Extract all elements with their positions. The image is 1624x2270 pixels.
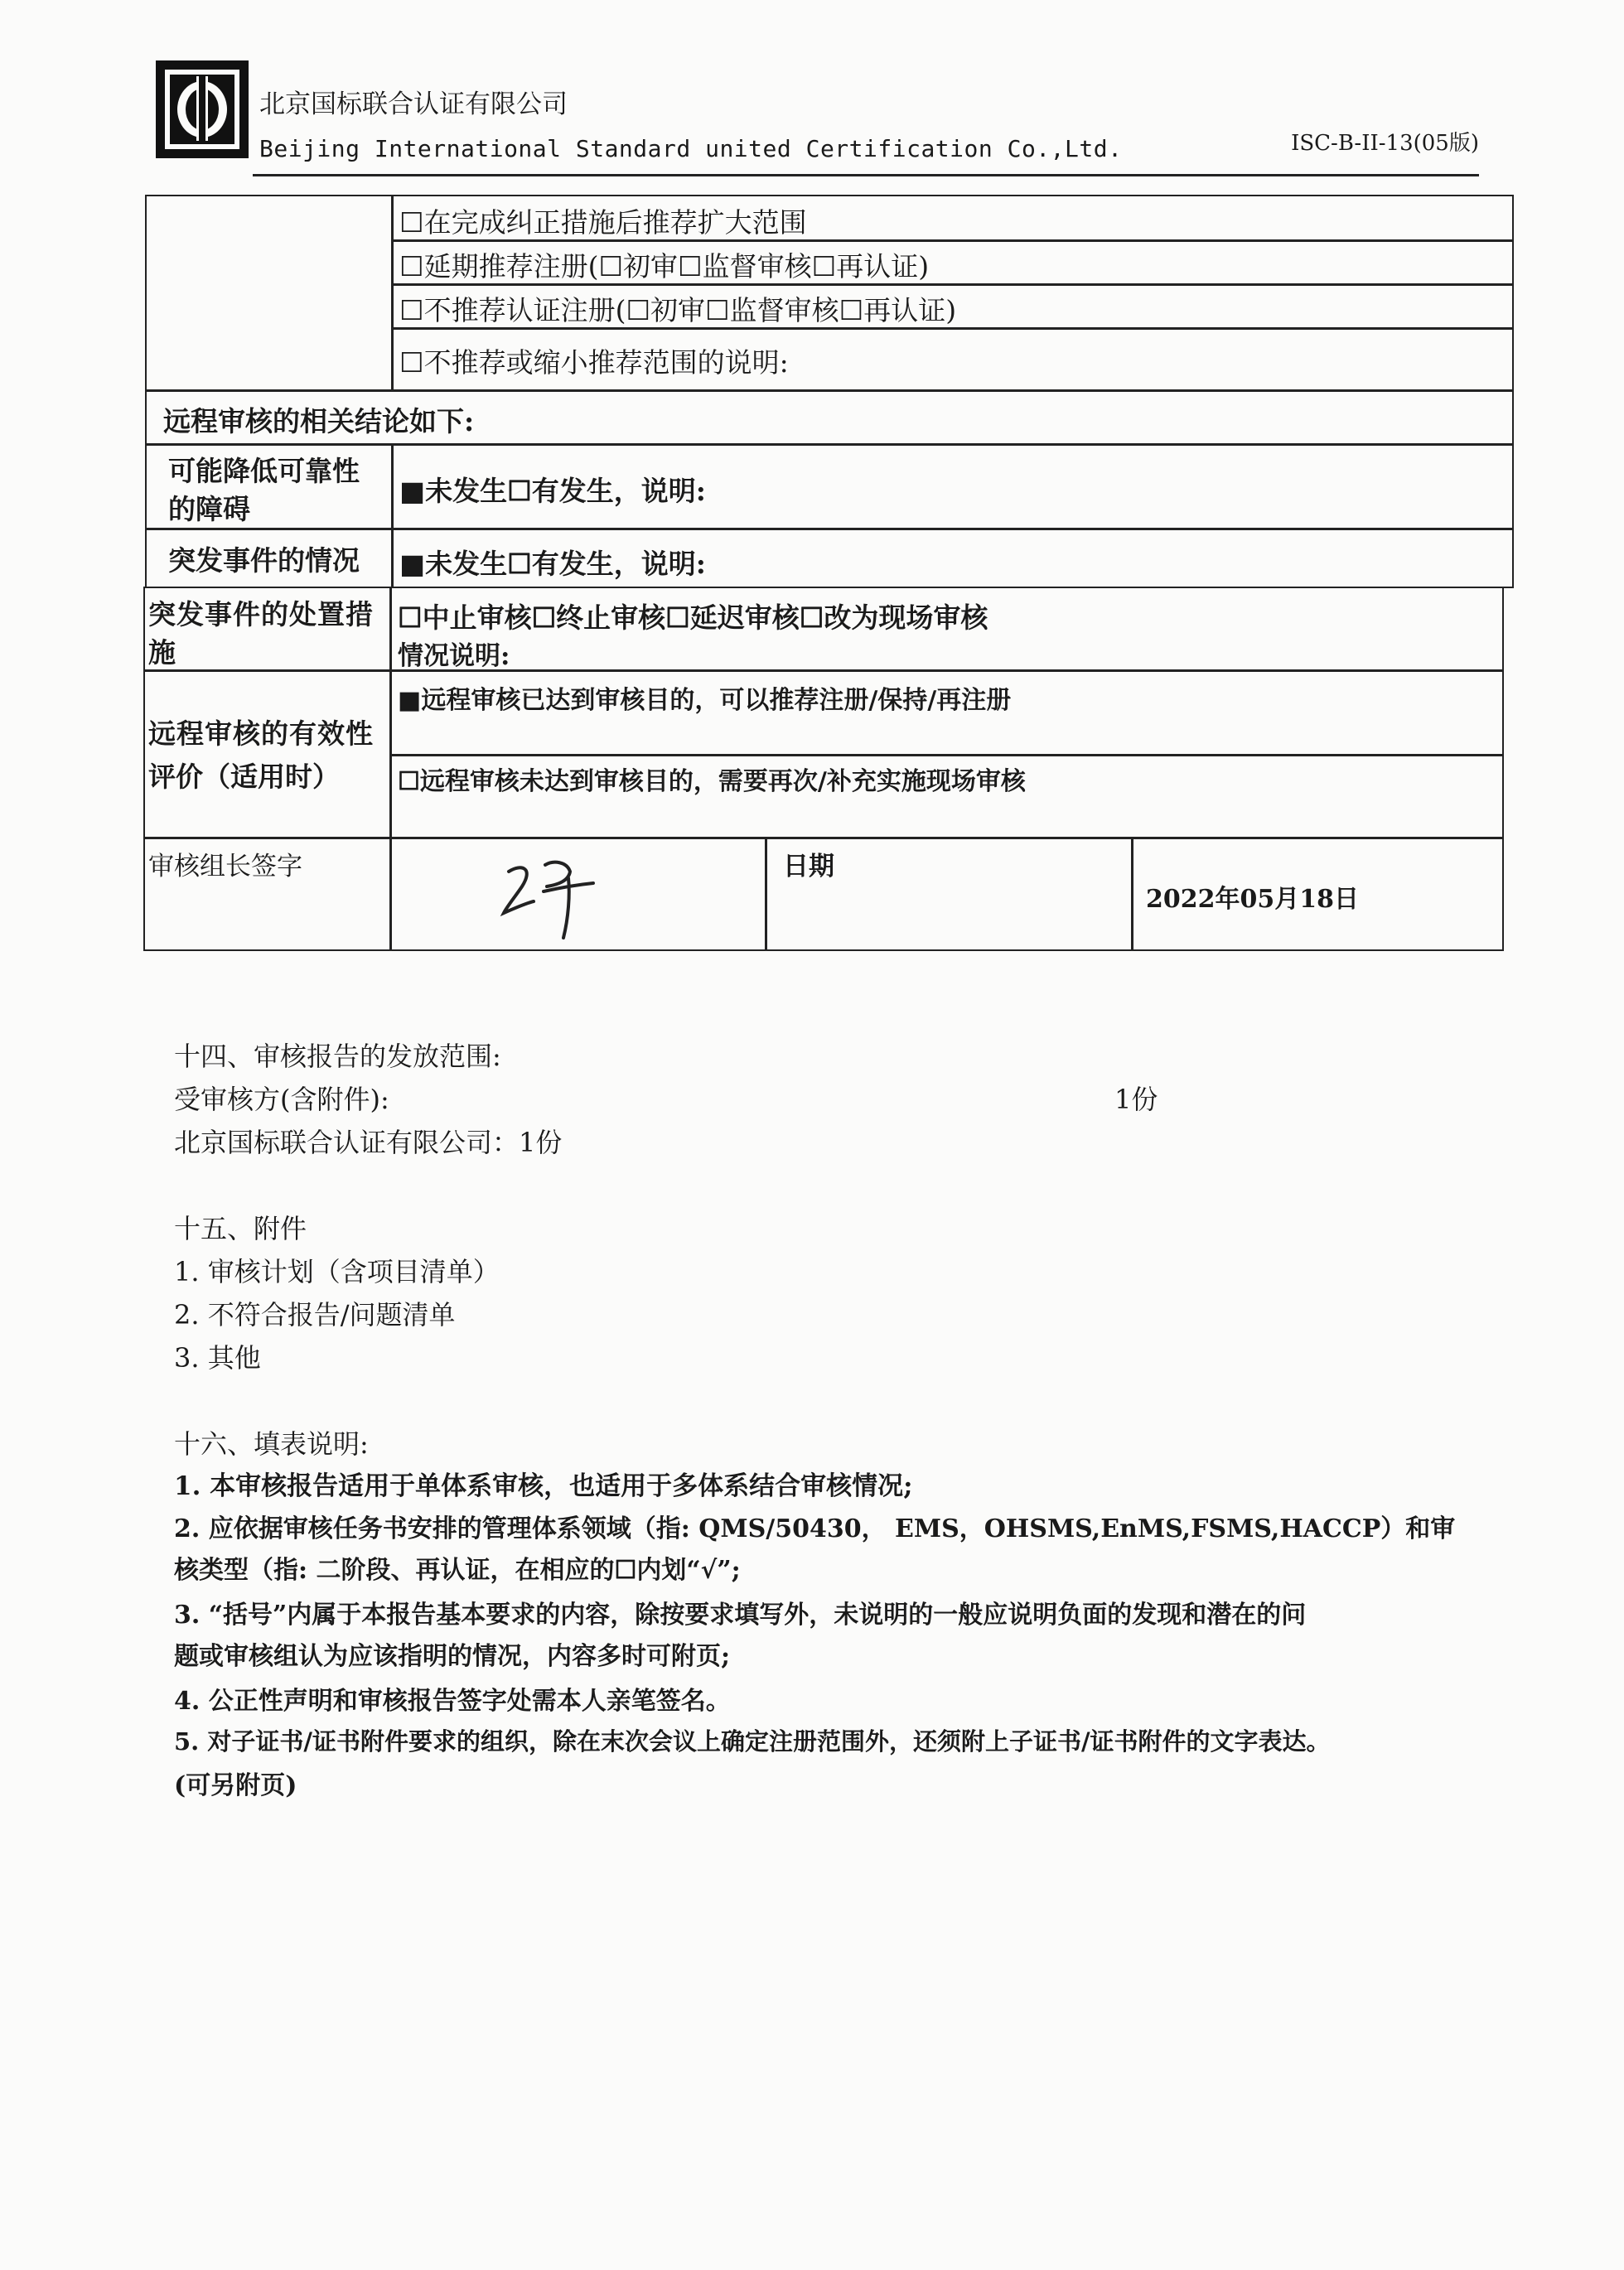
emergency-value: ■未发生☐有发生，说明: [399,548,706,580]
page-header [153,58,1479,182]
remote-conclusion-heading: 远程审核的相关结论如下: [163,405,475,437]
attachment-item: 2. 不符合报告/问题清单 [174,1299,456,1331]
attachment-item: 3. 其他 [174,1342,261,1374]
option-expand-scope: ☐在完成纠正措施后推荐扩大范围 [399,206,807,239]
section-14-company: 北京国标联合认证有限公司：1份 [174,1127,563,1158]
handling-options: ☐中止审核☐终止审核☐延迟审核☐改为现场审核 [398,601,988,634]
section-14-title: 十四、审核报告的发放范围: [174,1041,501,1072]
section-14-auditee-copies: 1份 [1114,1084,1158,1115]
validity-option-not-achieved: ☐远程审核未达到审核目的，需要再次/补充实施现场审核 [398,767,1026,796]
remote-audit-table [143,587,1504,951]
option-not-recommend: ☐不推荐认证注册(☐初审☐监督审核☐再认证) [399,294,957,326]
leader-signature [497,853,605,944]
handling-note: 情况说明: [398,641,510,671]
validity-label-1: 远程审核的有效性 [148,717,374,750]
reliability-value: ■未发生☐有发生，说明: [399,475,706,507]
section-15-title: 十五、附件 [174,1213,307,1244]
instruction-line: (可另附页) [174,1771,297,1800]
emergency-label: 突发事件的情况 [168,544,360,577]
company-logo-icon [153,58,251,161]
date-value: 2022年05月18日 [1146,885,1359,914]
option-reduce-scope-note: ☐不推荐或缩小推荐范围的说明: [399,346,789,379]
date-label: 日期 [783,852,834,881]
company-name-en: Beijing International Standard united Certification Co.,Ltd. [259,135,1123,162]
instruction-line: 1. 本审核报告适用于单体系审核，也适用于多体系结合审核情况; [174,1471,913,1501]
handling-label-2: 施 [148,636,176,669]
instruction-line: 5. 对子证书/证书附件要求的组织，除在末次会议上确定注册范围外，还须附上子证书/证书附件的文字表达。 [174,1727,1331,1756]
instruction-line: 2. 应依据审核任务书安排的管理体系领域（指: QMS/50430， EMS，OHSMS,EnMS,FSMS,HACCP）和审 [174,1514,1456,1543]
leader-sign-label: 审核组长签字 [148,852,302,881]
handling-label-1: 突发事件的处置措 [148,598,374,630]
reliability-label-2: 的障碍 [168,493,250,525]
reliability-label-1: 可能降低可靠性 [168,455,360,487]
company-name-cn: 北京国标联合认证有限公司 [259,89,568,119]
section-16-title: 十六、填表说明: [174,1428,369,1460]
validity-option-achieved: ■远程审核已达到审核目的，可以推荐注册/保持/再注册 [398,686,1012,715]
header-divider [253,174,1479,176]
attachment-item: 1. 审核计划（含项目清单） [174,1256,500,1287]
document-code: ISC-B-II-13(05版) [1291,131,1479,156]
instruction-line: 3. “括号”内属于本报告基本要求的内容，除按要求填写外，未说明的一般应说明负面的发现和潜在的问 [174,1601,1307,1630]
option-delay-registration: ☐延期推荐注册(☐初审☐监督审核☐再认证) [399,250,930,283]
validity-label-2: 评价（适用时） [148,761,340,793]
instruction-line: 题或审核组认为应该指明的情况，内容多时可附页; [174,1642,731,1671]
section-14-auditee: 受审核方(含附件): [174,1084,389,1115]
instruction-line: 核类型（指: 二阶段、再认证，在相应的☐内划“√”; [174,1556,741,1585]
recommendation-table [145,195,1514,588]
instruction-line: 4. 公正性声明和审核报告签字处需本人亲笔签名。 [174,1687,731,1716]
